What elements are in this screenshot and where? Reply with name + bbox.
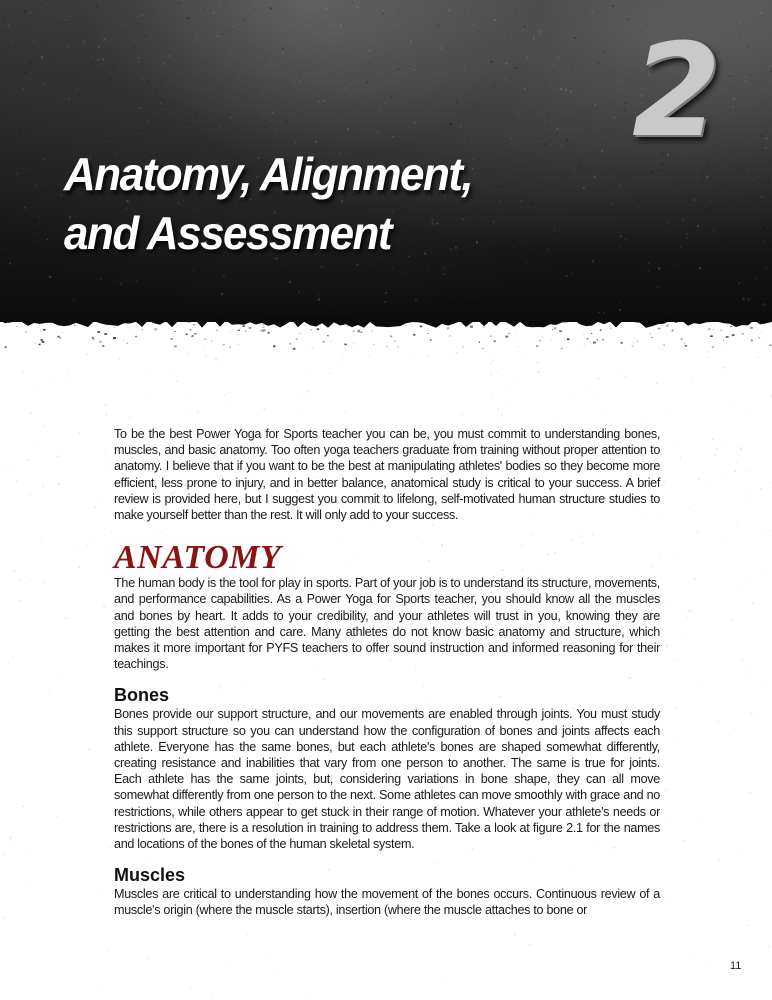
chapter-banner (0, 0, 772, 322)
page-number: 11 (730, 960, 742, 972)
muscles-paragraph: Muscles are critical to understanding how the movement of the bones occurs. Continuous review of a muscle's origin (where the muscle starts), insertion (where the muscle attaches to bone or (114, 887, 660, 918)
chapter-number: 2 (632, 17, 722, 166)
chapter-title-line-2: and Assessment (64, 207, 392, 260)
anatomy-paragraph: The human body is the tool for play in sports. Part of your job is to understand its structure, movements, and performance capabilities. As a Power Yoga for Sports teacher, you should know all the muscles and bones by heart. It adds to your credibility, and your athletes will trust in you, knowing they are getting the best attention and care. Many athletes do not know basic anatomy and structure, which makes it more important for PYFS teachers to offer sound instruction and informed reasoning for their teachings. (114, 576, 660, 672)
bones-paragraph: Bones provide our support structure, and our movements are enabled through joints. You must study this support structure so you can understand how the configuration of bones and joints affects each athlete. Everyone has the same bones, but each athlete's bones are shaped somewhat differently, creating resistance and inabilities that vary from one person to another. The same is true for joints. Each athlete has the same joints, but, considering variations in bone shape, they can all move somewhat differently from one person to the next. Some athletes can move smoothly with grace and no restrictions, while others appear to get stuck in their range of motion. Whatever your athlete's needs or restrictions are, there is a resolution in training to address them. Take a look at figure 2.1 for the names and locations of the bones of the human skeletal system. (114, 707, 660, 852)
subheading-muscles: Muscles (114, 865, 186, 886)
intro-paragraph: To be the best Power Yoga for Sports teacher you can be, you must commit to understanding bones, muscles, and basic anatomy. Too often yoga teachers graduate from training without proper attention to anatomy. I believe that if you want to be the best at manipulating athletes' bodies so they become more efficient, less prone to injury, and in better balance, anatomical study is critical to your success. A brief review is provided here, but I suggest you commit to lifelong, self-motivated human structure studies to make yourself better than the rest. It will only add to your success. (114, 427, 660, 523)
subheading-bones: Bones (114, 685, 170, 706)
section-heading-anatomy: ANATOMY (114, 539, 282, 577)
page-content (114, 426, 660, 919)
chapter-title (64, 146, 584, 264)
chapter-title-line-1: Anatomy, Alignment, (64, 149, 473, 201)
